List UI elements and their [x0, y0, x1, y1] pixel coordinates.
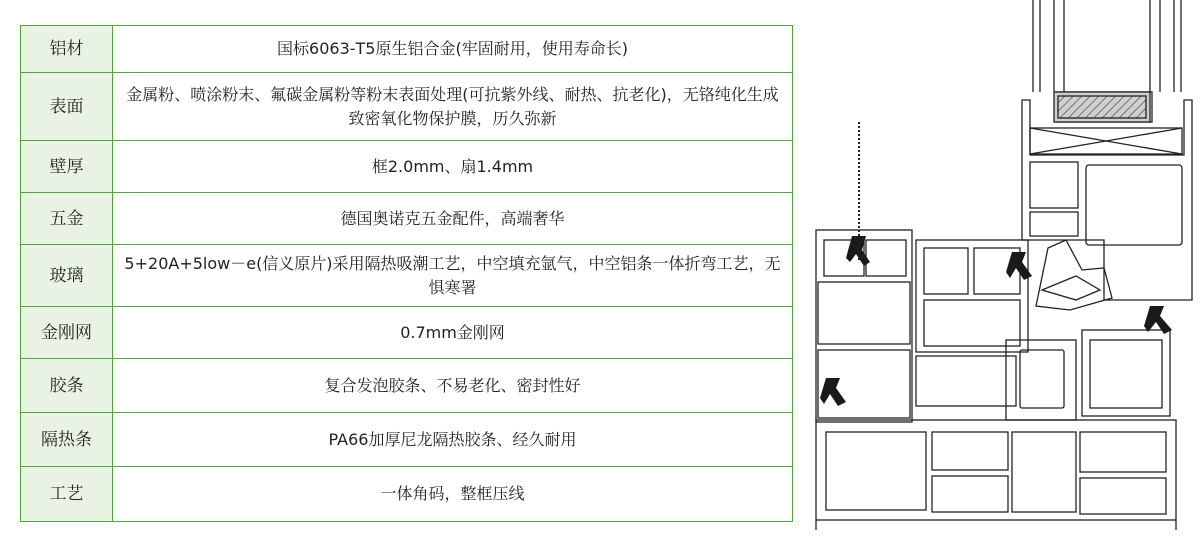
table-row	[21, 307, 793, 359]
seal-strip	[820, 236, 1172, 406]
spec-label: 胶条	[21, 359, 113, 413]
spec-value: 德国奥诺克五金配件，高端奢华	[113, 193, 793, 245]
spec-value: 框2.0mm、扇1.4mm	[113, 141, 793, 193]
spec-label: 金刚网	[21, 307, 113, 359]
spec-label: 工艺	[21, 467, 113, 522]
glass-spacer	[1054, 92, 1150, 122]
table-row	[21, 26, 793, 73]
table-row	[21, 141, 793, 193]
spec-label: 五金	[21, 193, 113, 245]
table-row	[21, 467, 793, 522]
spec-value: 国标6063-T5原生铝合金(牢固耐用，使用寿命长)	[113, 26, 793, 73]
profile-cross-section-drawing	[804, 0, 1194, 540]
table-row	[21, 245, 793, 307]
spec-table	[20, 25, 793, 522]
spec-label: 表面	[21, 73, 113, 141]
spec-label: 玻璃	[21, 245, 113, 307]
table-row	[21, 413, 793, 467]
spec-value: 0.7mm金刚网	[113, 307, 793, 359]
spec-label: 铝材	[21, 26, 113, 73]
frame-profile	[816, 230, 1176, 530]
glazing-block	[1030, 128, 1182, 154]
spec-label: 壁厚	[21, 141, 113, 193]
table-row	[21, 359, 793, 413]
spec-value: PA66加厚尼龙隔热胶条、经久耐用	[113, 413, 793, 467]
spec-label: 隔热条	[21, 413, 113, 467]
table-row	[21, 193, 793, 245]
spec-value: 金属粉、喷涂粉末、氟碳金属粉等粉末表面处理(可抗紫外线、耐热、抗老化)，无铬纯化生成致密氧化物保护膜，历久弥新	[113, 73, 793, 141]
spec-value: 5+20A+5low－e(信义原片)采用隔热吸潮工艺，中空填充氩气，中空铝条一体折弯工艺，无惧寒署	[113, 245, 793, 307]
spec-value: 一体角码，整框压线	[113, 467, 793, 522]
table-row	[21, 73, 793, 141]
spec-value: 复合发泡胶条、不易老化、密封性好	[113, 359, 793, 413]
